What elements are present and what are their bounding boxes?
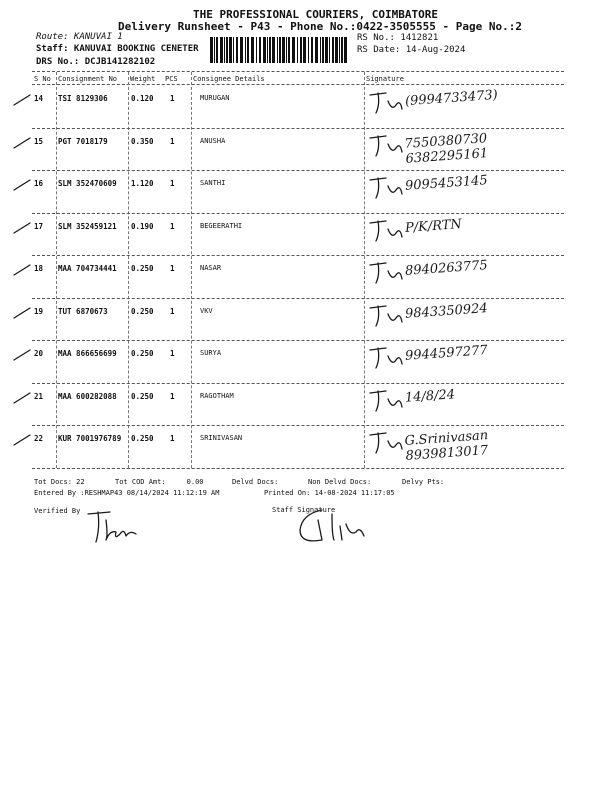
row-divider — [32, 425, 564, 426]
row-pcs: 1 — [170, 306, 175, 316]
row-consignee-name: MURUGAN — [200, 94, 230, 102]
company-name: THE PROFESSIONAL COURIERS, COIMBATORE — [193, 8, 439, 21]
delivered-docs: Delvd Docs: — [232, 478, 279, 486]
row-weight: 0.350 — [131, 136, 154, 146]
row-signature: 9944597277 — [404, 343, 489, 364]
row-consignment-no: PGT 7018179 — [58, 136, 108, 146]
signature-scribble — [366, 87, 406, 117]
check-mark-icon — [12, 178, 32, 192]
row-pcs: 1 — [170, 434, 175, 443]
row-consignment-no: TUT 6870673 — [58, 306, 108, 316]
printed-on: Printed On: 14-08-2024 11:17:05 — [264, 489, 395, 497]
row-divider — [32, 340, 564, 341]
row-pcs: 1 — [170, 264, 175, 273]
signature-scribble — [366, 342, 406, 372]
rs-date: RS Date: 14-Aug-2024 — [357, 45, 466, 55]
drs-number: DRS No.: DCJB141282102 — [36, 57, 156, 67]
divider — [191, 72, 192, 468]
delivery-points: Delvy Pts: — [402, 478, 445, 486]
table-top-rule — [32, 71, 564, 72]
footer-rule — [32, 468, 564, 469]
divider — [364, 72, 365, 468]
runsheet-title: Delivery Runsheet - P43 - Phone No.:0422-3505555 - Page No.:2 — [118, 20, 522, 33]
signature-scribble — [366, 427, 406, 457]
row-consignee-name: SANTHI — [200, 179, 226, 187]
check-mark-icon — [12, 93, 32, 107]
row-consignment-no: SLM 352470609 — [58, 179, 117, 188]
row-sno: 16 — [34, 179, 44, 188]
row-consignment-no: TSI 8129306 — [58, 94, 108, 103]
row-sno: 14 — [34, 94, 44, 103]
header-rule — [32, 84, 564, 85]
row-divider — [32, 298, 564, 299]
row-pcs: 1 — [170, 179, 175, 188]
total-docs: Tot Docs: 22 — [34, 478, 85, 486]
row-pcs: 1 — [170, 391, 175, 401]
row-sno: 18 — [34, 264, 44, 273]
check-mark-icon — [12, 433, 32, 447]
row-sno: 15 — [34, 136, 44, 146]
row-consignee-name: NASAR — [200, 264, 222, 272]
row-divider — [32, 170, 564, 171]
row-weight: 0.250 — [131, 391, 154, 401]
signature-scribble — [366, 215, 406, 245]
rs-number: RS No.: 1412821 — [357, 33, 439, 43]
col-signature: Signature — [366, 75, 404, 83]
row-signature: G.Srinivasan 8939813017 — [404, 428, 489, 464]
row-consignment-no: KUR 7001976789 — [58, 434, 122, 443]
col-pcs: PCS — [165, 75, 178, 83]
signature-scribble — [366, 300, 406, 330]
staff: Staff: KANUVAI BOOKING CENETER — [36, 44, 199, 54]
divider — [56, 72, 57, 468]
row-divider — [32, 383, 564, 384]
row-pcs: 1 — [170, 221, 175, 231]
row-sno: 17 — [34, 221, 44, 231]
verified-by-signature — [80, 508, 160, 548]
non-delivered-docs: Non Delvd Docs: — [308, 478, 372, 486]
row-consignment-no: MAA 600282088 — [58, 391, 117, 401]
row-signature: (9994733473) — [404, 87, 499, 110]
row-weight: 0.250 — [131, 306, 154, 316]
row-weight: 0.190 — [131, 221, 154, 231]
staff-signature — [292, 506, 382, 551]
verified-by-label: Verified By — [34, 507, 81, 515]
col-consignee: Consignee Details — [193, 75, 265, 83]
row-signature: P/K/RTN — [404, 216, 463, 236]
signature-scribble — [366, 172, 406, 202]
row-weight: 1.120 — [131, 179, 154, 188]
col-weight: Weight — [130, 75, 156, 83]
row-weight: 0.250 — [131, 264, 154, 273]
check-mark-icon — [12, 136, 32, 150]
row-sno: 22 — [34, 434, 44, 443]
check-mark-icon — [12, 263, 32, 277]
row-sno: 20 — [34, 349, 44, 358]
row-consignee-name: VKV — [200, 306, 213, 315]
row-weight: 0.250 — [131, 434, 154, 443]
check-mark-icon — [12, 391, 32, 405]
row-pcs: 1 — [170, 94, 175, 103]
col-consignment: Consignment No — [58, 75, 118, 83]
row-consignee-name: RAGOTHAM — [200, 391, 234, 400]
barcode — [210, 37, 348, 63]
row-sno: 19 — [34, 306, 44, 316]
check-mark-icon — [12, 221, 32, 235]
row-consignment-no: MAA 866656699 — [58, 349, 117, 358]
row-consignment-no: MAA 704734441 — [58, 264, 117, 273]
row-sno: 21 — [34, 391, 44, 401]
entered-by: Entered By :RESHMAP43 08/14/2024 11:12:19 AM — [34, 489, 220, 497]
total-cod: Tot COD Amt: 0.00 — [115, 478, 204, 486]
row-consignment-no: SLM 352459121 — [58, 221, 117, 231]
row-consignee-name: ANUSHA — [200, 136, 226, 145]
row-divider — [32, 255, 564, 256]
row-divider — [32, 213, 564, 214]
row-consignee-name: SRINIVASAN — [200, 434, 243, 442]
signature-scribble — [366, 257, 406, 287]
divider — [128, 72, 129, 468]
route: Route: KANUVAI 1 — [36, 32, 123, 42]
row-signature: 9843350924 — [404, 300, 489, 322]
row-signature: 14/8/24 — [404, 386, 456, 406]
row-weight: 0.250 — [131, 349, 154, 358]
row-signature: 9095453145 — [404, 173, 489, 194]
staff-signature-label: Staff Signature — [272, 506, 336, 514]
row-consignee-name: SURYA — [200, 349, 222, 357]
signature-scribble — [366, 130, 406, 160]
row-pcs: 1 — [170, 136, 175, 146]
row-consignee-name: BEGEERATHI — [200, 221, 243, 230]
row-pcs: 1 — [170, 349, 175, 358]
row-weight: 0.120 — [131, 94, 154, 103]
check-mark-icon — [12, 306, 32, 320]
row-signature: 7550380730 6382295161 — [404, 130, 489, 167]
row-signature: 8940263775 — [404, 258, 489, 279]
signature-scribble — [366, 385, 406, 415]
check-mark-icon — [12, 348, 32, 362]
row-divider — [32, 128, 564, 129]
col-sno: S No — [34, 75, 51, 83]
